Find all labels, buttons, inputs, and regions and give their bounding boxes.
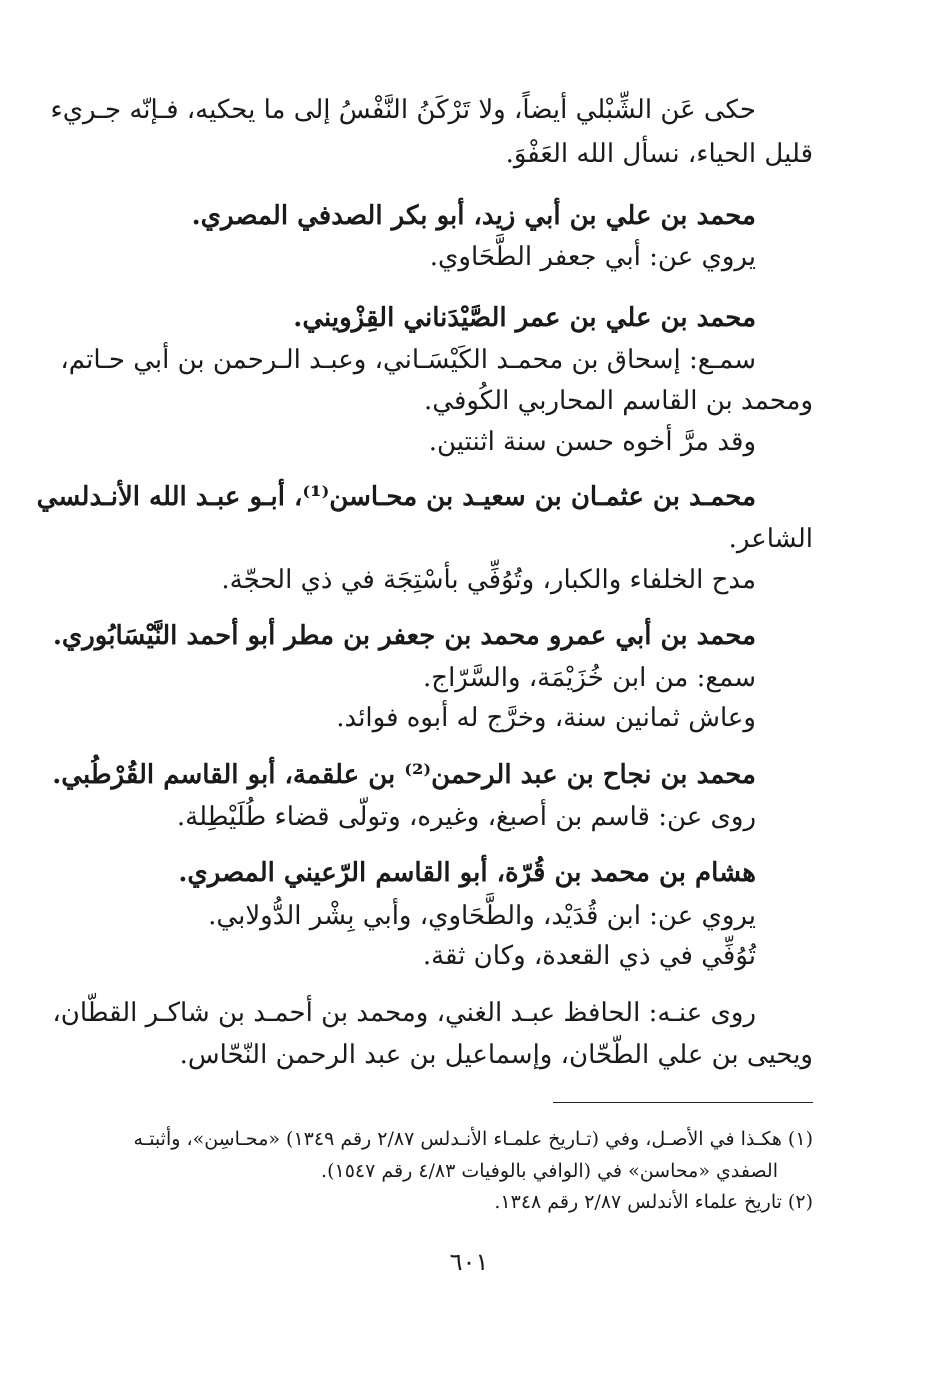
text-line: ومحمد بن القاسم المحاربي الكُوفي. xyxy=(424,386,813,416)
text-line: وقد مرَّ أخوه حسن سنة اثنتين. xyxy=(428,427,756,457)
text-line: سمـع: إسحاق بن محمـد الكَيْسَـاني، وعبـد الـرحمن بن أبي حـاتم، xyxy=(60,345,756,375)
text-line: قليل الحياء، نسأل الله العَفْوَ. xyxy=(505,139,813,169)
page-number: ٦٠١ xyxy=(449,1248,489,1276)
text-line: روى عنـه: الحافظ عبـد الغني، ومحمد بن أحمـد بن شاكـر القطّان، xyxy=(52,998,756,1028)
text-line: يروي عن: ابن قُدَيْد، والطَّحَاوي، وأبي بِشْر الدُّولابي. xyxy=(208,901,756,931)
text-line: روى عن: قاسم بن أصبغ، وغيره، وتولّى قضاء طُلَيْطِلة. xyxy=(176,802,756,832)
footnote-divider xyxy=(553,1102,813,1103)
footnote-line: الصفدي «محاسن» في (الوافي بالوفيات ٤/٨٣ رقم ١٥٤٧). xyxy=(321,1160,778,1182)
text-line: يروي عن: أبي جعفر الطَّحَاوي. xyxy=(429,242,756,272)
entry-heading: هشام بن محمد بن قُرّة، أبو القاسم الرّعيني المصري. xyxy=(178,858,756,888)
text-line: الشاعر. xyxy=(728,524,813,554)
text-line: حكى عَن الشِّبْلي أيضاً، ولا تَرْكَنُ النَّفْسُ إلى ما يحكيه، فـإنّه جـريء xyxy=(50,95,756,125)
entry-heading: محمـد بن عثمـان بن سعيـد بن محـاسن⁽¹⁾، أبـو عبـد الله الأنـدلسي xyxy=(36,482,756,512)
footnote-line: (٢) تاريخ علماء الأندلس ٢/٨٧ رقم ١٣٤٨. xyxy=(494,1191,813,1213)
entry-heading: محمد بن علي بن عمر الصَّيْدَناني القِزْويني. xyxy=(293,303,756,333)
text-line: سمع: من ابن خُزَيْمَة، والسَّرّاج. xyxy=(423,663,756,693)
entry-heading: محمد بن علي بن أبي زيد، أبو بكر الصدفي المصري. xyxy=(191,201,756,231)
text-line: وعاش ثمانين سنة، وخرَّج له أبوه فوائد. xyxy=(336,703,756,733)
footnote-line: (١) هكـذا في الأصـل، وفي (تـاريخ علمـاء الأنـدلس ٢/٨٧ رقم ١٣٤٩) «محـاسِن»، وأثبتـه xyxy=(133,1128,813,1150)
entry-heading: محمد بن أبي عمرو محمد بن جعفر بن مطر أبو أحمد النَّيْسَابُوري. xyxy=(52,621,756,651)
text-line: تُوُفِّي في ذي القعدة، وكان ثقة. xyxy=(422,941,756,971)
entry-heading: محمد بن نجاح بن عبد الرحمن⁽²⁾ بن علقمة، أبو القاسم القُرْطُبي. xyxy=(52,760,756,790)
text-line: مدح الخلفاء والكبار، وتُوُفِّي بأسْتِجَة في ذي الحجّة. xyxy=(221,565,756,595)
text-line: ويحيى بن علي الطّحّان، وإسماعيل بن عبد الرحمن النّحّاس. xyxy=(179,1040,813,1070)
